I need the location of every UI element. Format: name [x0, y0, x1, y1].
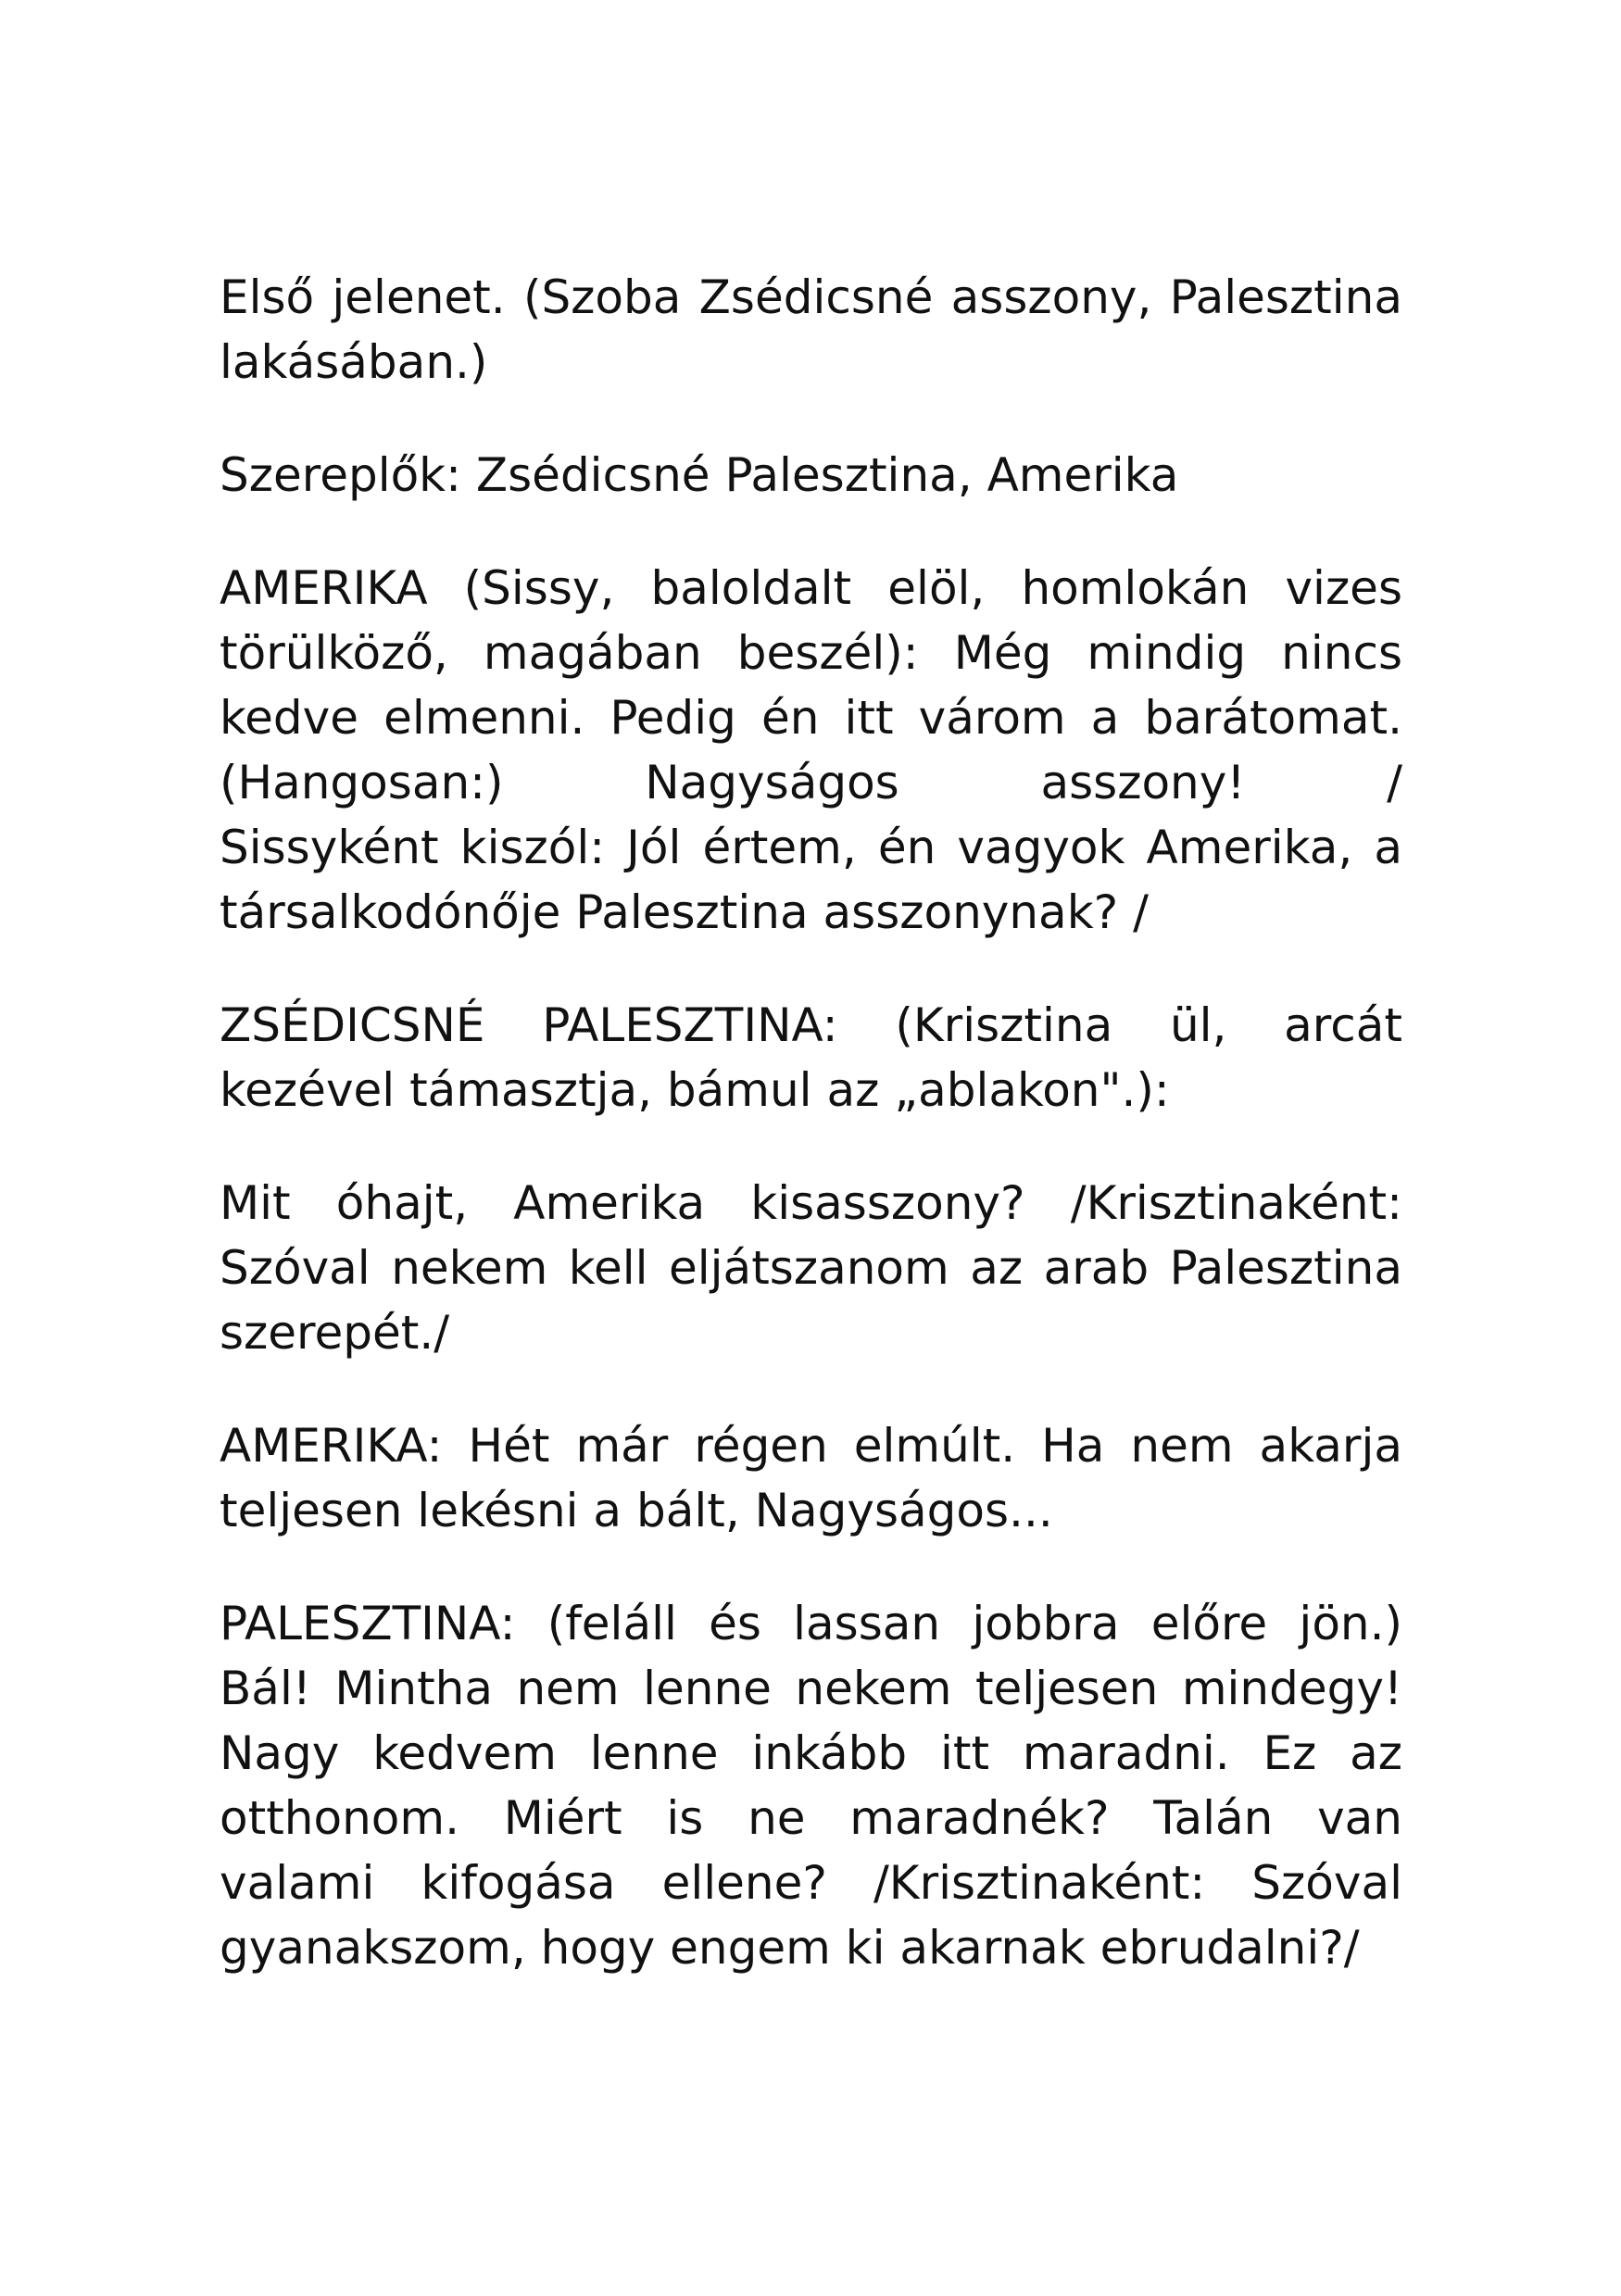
text-line: Bál! Mintha nem lenne nekem teljesen mindegy!: [220, 1662, 1402, 1715]
text-line: Sissyként kiszól: Jól értem, én vagyok Amerika, a: [220, 821, 1402, 874]
text-line: kedve elmenni. Pedig én itt várom a barátomat.: [220, 691, 1402, 745]
text-line: ZSÉDICSNÉ PALESZTINA: (Krisztina ül, arcát: [220, 998, 1402, 1052]
dialogue-paragraph: [220, 1413, 1402, 1543]
text-line: gyanakszom, hogy engem ki akarnak ebrudalni?/: [220, 1921, 1360, 1975]
text-line: szerepét./: [220, 1306, 450, 1360]
text-line: PALESZTINA: (feláll és lassan jobbra előre jön.): [220, 1597, 1402, 1650]
text-line: Szóval nekem kell eljátszanom az arab Palesztina: [220, 1241, 1402, 1295]
text-line: Szereplők: Zsédicsné Palesztina, Amerika: [220, 448, 1179, 502]
text-line: társalkodónője Palesztina asszonynak? /: [220, 885, 1149, 939]
document-page: [220, 265, 1402, 2028]
text-line: valami kifogása ellene? /Krisztinaként: Szóval: [220, 1856, 1402, 1910]
text-line: Első jelenet. (Szoba Zsédicsné asszony, Palesztina: [220, 270, 1402, 324]
text-line: Nagy kedvem lenne inkább itt maradni. Ez az: [220, 1726, 1402, 1780]
dialogue-paragraph: [220, 556, 1402, 945]
text-line: AMERIKA (Sissy, baloldalt elöl, homlokán vizes: [220, 561, 1402, 615]
text-line: kezével támasztja, bámul az „ablakon".):: [220, 1063, 1170, 1117]
dialogue-paragraph: [220, 1591, 1402, 1980]
text-line: (Hangosan:) Nagyságos asszony! /: [220, 756, 1402, 809]
dialogue-paragraph: [220, 993, 1402, 1123]
text-line: otthonom. Miért is ne maradnék? Talán van: [220, 1791, 1402, 1845]
text-line: AMERIKA: Hét már régen elmúlt. Ha nem akarja: [220, 1419, 1402, 1473]
cast-list: [220, 443, 1402, 508]
text-line: törülköző, magában beszél): Még mindig nincs: [220, 626, 1402, 680]
text-line: Mit óhajt, Amerika kisasszony? /Krisztinaként:: [220, 1176, 1402, 1230]
text-line: teljesen lekésni a bált, Nagyságos...: [220, 1484, 1053, 1537]
text-line: lakásában.): [220, 335, 488, 389]
scene-heading: [220, 265, 1402, 395]
dialogue-paragraph: [220, 1171, 1402, 1365]
